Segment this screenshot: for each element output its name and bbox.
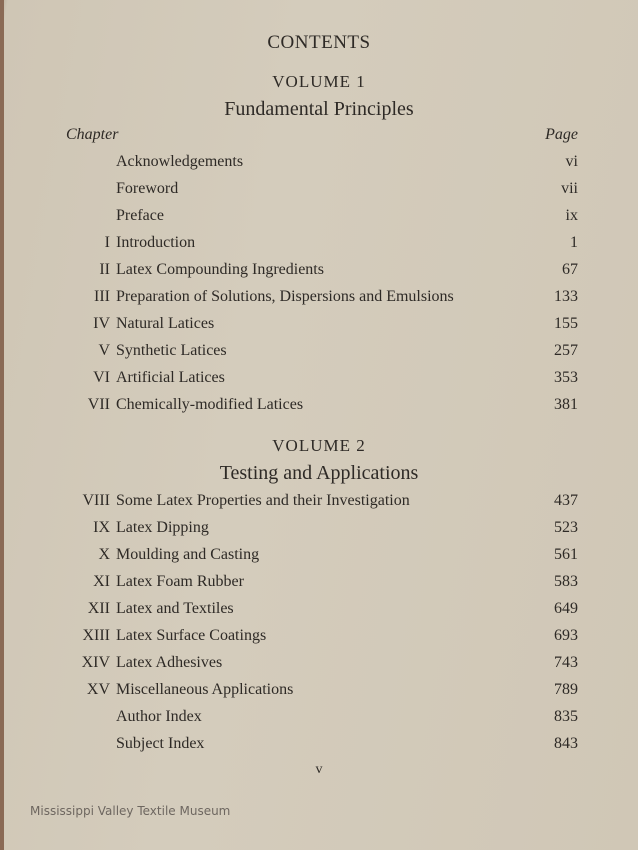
toc-entry (0, 207, 638, 231)
chapter-title: Latex Dipping (116, 519, 209, 536)
toc-entry (0, 492, 638, 516)
toc-entry (0, 627, 638, 651)
toc-entry (0, 654, 638, 678)
chapter-number: V (98, 342, 110, 359)
chapter-number: II (99, 261, 110, 278)
chapter-number: XI (93, 573, 110, 590)
museum-watermark: Mississippi Valley Textile Museum (30, 804, 231, 818)
chapter-column-header: Chapter (66, 126, 119, 143)
page-number: 583 (554, 573, 578, 590)
chapter-title: Preparation of Solutions, Dispersions and Emulsions (116, 288, 454, 305)
page-number: ix (565, 207, 578, 224)
toc-entry (0, 369, 638, 393)
page-number: 693 (554, 627, 578, 644)
page-number: 155 (554, 315, 578, 332)
chapter-title: Foreword (116, 180, 179, 197)
volume-2-label: VOLUME 2 (272, 436, 366, 455)
volume-1-label: VOLUME 1 (272, 72, 366, 91)
page-number: 257 (554, 342, 578, 359)
chapter-title: Some Latex Properties and their Investigation (116, 492, 410, 509)
chapter-title: Latex Compounding Ingredients (116, 261, 324, 278)
toc-entry (0, 546, 638, 570)
page-number: 523 (554, 519, 578, 536)
chapter-title: Latex Foam Rubber (116, 573, 244, 590)
chapter-number: IX (93, 519, 110, 536)
chapter-title: Natural Latices (116, 315, 215, 332)
chapter-title: Chemically-modified Latices (116, 396, 304, 413)
chapter-title: Latex and Textiles (116, 600, 234, 617)
chapter-number: XII (87, 600, 110, 617)
toc-entry (0, 261, 638, 285)
page-number: 789 (554, 681, 578, 698)
page-number: 381 (554, 396, 578, 413)
toc-entry (0, 735, 638, 759)
page-number: 561 (554, 546, 578, 563)
chapter-title: Subject Index (116, 735, 205, 752)
volume-2-subtitle: Testing and Applications (219, 462, 419, 484)
chapter-title: Moulding and Casting (116, 546, 260, 563)
page-folio: v (315, 762, 323, 777)
chapter-title: Latex Surface Coatings (116, 627, 267, 644)
toc-entry (0, 234, 638, 258)
toc-entry (0, 681, 638, 705)
chapter-title: Miscellaneous Applications (116, 681, 294, 698)
page-number: vii (561, 180, 578, 197)
toc-entry (0, 708, 638, 732)
toc-entry (0, 600, 638, 624)
chapter-number: IV (93, 315, 110, 332)
page-number: 835 (554, 708, 578, 725)
chapter-number: VIII (82, 492, 110, 509)
page-number: 437 (554, 492, 578, 509)
toc-entry (0, 180, 638, 204)
toc-entry (0, 342, 638, 366)
toc-entry (0, 315, 638, 339)
chapter-number: III (94, 288, 110, 305)
chapter-number: X (98, 546, 110, 563)
page-number: 133 (554, 288, 578, 305)
page-number: 67 (562, 261, 578, 278)
chapter-title: Introduction (116, 234, 196, 251)
toc-entry (0, 519, 638, 543)
toc-entry (0, 396, 638, 420)
volume-1-subtitle: Fundamental Principles (224, 98, 414, 120)
toc-entry (0, 153, 638, 177)
chapter-title: Acknowledgements (116, 153, 244, 170)
chapter-number: XV (86, 681, 110, 698)
chapter-number: XIV (81, 654, 110, 671)
page-number: 353 (554, 369, 578, 386)
chapter-title: Latex Adhesives (116, 654, 223, 671)
page-number: vi (565, 153, 578, 170)
chapter-number: I (104, 234, 110, 251)
chapter-title: Preface (116, 207, 164, 224)
chapter-title: Author Index (116, 708, 202, 725)
chapter-number: VI (93, 369, 110, 386)
toc-entry (0, 573, 638, 597)
page-number: 843 (554, 735, 578, 752)
page-number: 649 (554, 600, 578, 617)
page-number: 743 (554, 654, 578, 671)
contents-title: CONTENTS (267, 32, 371, 53)
page-number: 1 (570, 234, 578, 251)
chapter-number: VII (87, 396, 110, 413)
toc-entry (0, 288, 638, 312)
page-column-header: Page (545, 126, 578, 143)
chapter-title: Synthetic Latices (116, 342, 227, 359)
chapter-title: Artificial Latices (116, 369, 225, 386)
chapter-number: XIII (82, 627, 110, 644)
